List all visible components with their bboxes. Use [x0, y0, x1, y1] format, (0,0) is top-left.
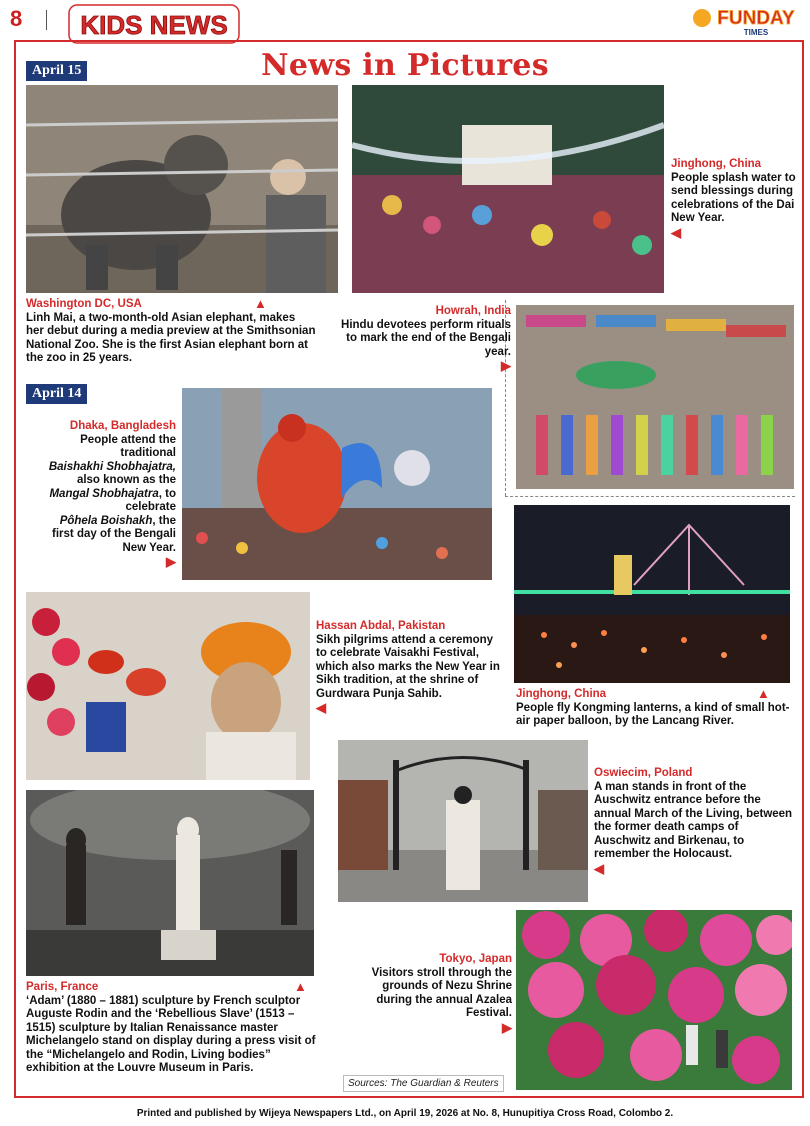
caption-jinghong-1 — [671, 158, 801, 239]
sources-note: Sources: The Guardian & Reuters — [343, 1075, 504, 1092]
caption-jinghong-2 — [516, 688, 796, 729]
kids-news-logo — [68, 4, 240, 44]
funday-times-logo — [690, 2, 804, 38]
times-logo-text: TIMES — [743, 28, 769, 37]
caption-location: Paris, France — [26, 981, 99, 993]
caption-text-5: , to celebrate — [125, 487, 176, 513]
date-tag-april-15: April 15 — [26, 61, 87, 81]
caption-text-3: also known as the — [76, 474, 176, 486]
header-divider — [46, 10, 47, 30]
caption-hassan-abdal — [316, 620, 506, 714]
caption-text: Hindu devotees perform rituals to mark the end of the Bengali year. — [341, 318, 511, 358]
caption-text: People fly Kongming lanterns, a kind of small hot-air paper balloon, by the Lancang River. — [516, 701, 790, 727]
arrow-right-icon: ▶ — [166, 554, 176, 569]
caption-text: Visitors stroll through the grounds of Nezu Shrine during the annual Azalea Festival. — [371, 966, 512, 1019]
photo-washington-elephant — [26, 85, 338, 293]
caption-oswiecim — [594, 767, 794, 875]
date-tag-april-14: April 14 — [26, 384, 87, 404]
divider-dashed — [505, 496, 795, 497]
caption-washington — [26, 298, 316, 366]
kids-news-logo-text: KIDS NEWS — [80, 10, 228, 40]
caption-text: Linh Mai, a two-month-old Asian elephant, makes her debut during a media preview at the Smithsonian National Zoo. She is the first Asian elephant born at the zoo in 25 years. — [26, 311, 316, 364]
caption-text-4: Mangal Shobhajatra — [49, 487, 159, 500]
caption-text: Sikh pilgrims attend a ceremony to celebrate Vaisakhi Festival, which also marks the New Year in Sikh tradition, at the shrine of Gurdwara Punja Sahib. — [316, 633, 500, 700]
page-number: 8 — [10, 6, 23, 31]
arrow-up-icon: ▲ — [294, 979, 307, 994]
footer-imprint: Printed and published by Wijeya Newspapers Ltd., on April 19, 2026 at No. 8, Hunupitiya Cross Road, Colombo 2. — [136, 1108, 674, 1119]
photo-howrah-ritual — [516, 305, 794, 489]
caption-location: Howrah, India — [435, 305, 511, 317]
photo-jinghong-water — [352, 85, 664, 293]
caption-text: ‘Adam’ (1880 – 1881) sculpture by French sculptor Auguste Rodin and the ‘Rebellious Slave’ (1513 – 1515) sculpture by Italian Renaissance master Michelangelo stand on display during a press visit of the “Michelangelo and Rodin, Living bodies” exhibition at the Louvre Museum in Paris. — [26, 994, 316, 1074]
arrow-up-icon: ▲ — [757, 686, 770, 701]
caption-location: Washington DC, USA — [26, 298, 142, 310]
photo-dhaka-procession — [182, 388, 492, 580]
caption-text: People splash water to send blessings during celebrations of the Dai New Year. — [671, 171, 796, 224]
photo-jinghong-lanterns — [514, 505, 790, 683]
caption-text: A man stands in front of the Auschwitz entrance before the annual March of the Living, between the former death camps of Auschwitz and Birkenau, to remember the Holocaust. — [594, 780, 793, 860]
photo-paris-louvre — [26, 790, 314, 976]
caption-location: Jinghong, China — [516, 688, 607, 700]
arrow-right-icon: ▶ — [502, 1019, 512, 1035]
caption-text-2: Baishakhi Shobhajatra, — [48, 460, 176, 473]
caption-paris — [26, 981, 316, 1076]
page-title: News in Pictures — [261, 48, 549, 83]
arrow-left-icon: ◀ — [316, 700, 326, 715]
arrow-left-icon: ◀ — [594, 860, 604, 876]
caption-location: Oswiecim, Poland — [594, 767, 693, 779]
caption-tokyo — [356, 953, 512, 1034]
caption-location: Hassan Abdal, Pakistan — [316, 620, 446, 632]
arrow-left-icon: ◀ — [671, 224, 681, 240]
caption-text-6: Pôhela Boishakh — [59, 514, 153, 527]
funday-logo-text: FUNDAY — [717, 8, 795, 29]
photo-hassan-abdal — [26, 592, 310, 780]
photo-oswiecim-auschwitz — [338, 740, 588, 902]
caption-dhaka — [40, 420, 176, 568]
arrow-up-icon: ▲ — [254, 296, 267, 311]
caption-location: Tokyo, Japan — [439, 953, 512, 965]
caption-text-1: People attend the traditional — [80, 433, 176, 459]
photo-tokyo-azalea — [516, 910, 792, 1090]
caption-howrah — [340, 305, 511, 372]
caption-text-7: , the first day of the Bengali New Year. — [52, 514, 176, 554]
caption-location: Dhaka, Bangladesh — [69, 420, 176, 432]
arrow-right-icon: ▶ — [501, 358, 511, 373]
caption-location: Jinghong, China — [671, 158, 762, 170]
